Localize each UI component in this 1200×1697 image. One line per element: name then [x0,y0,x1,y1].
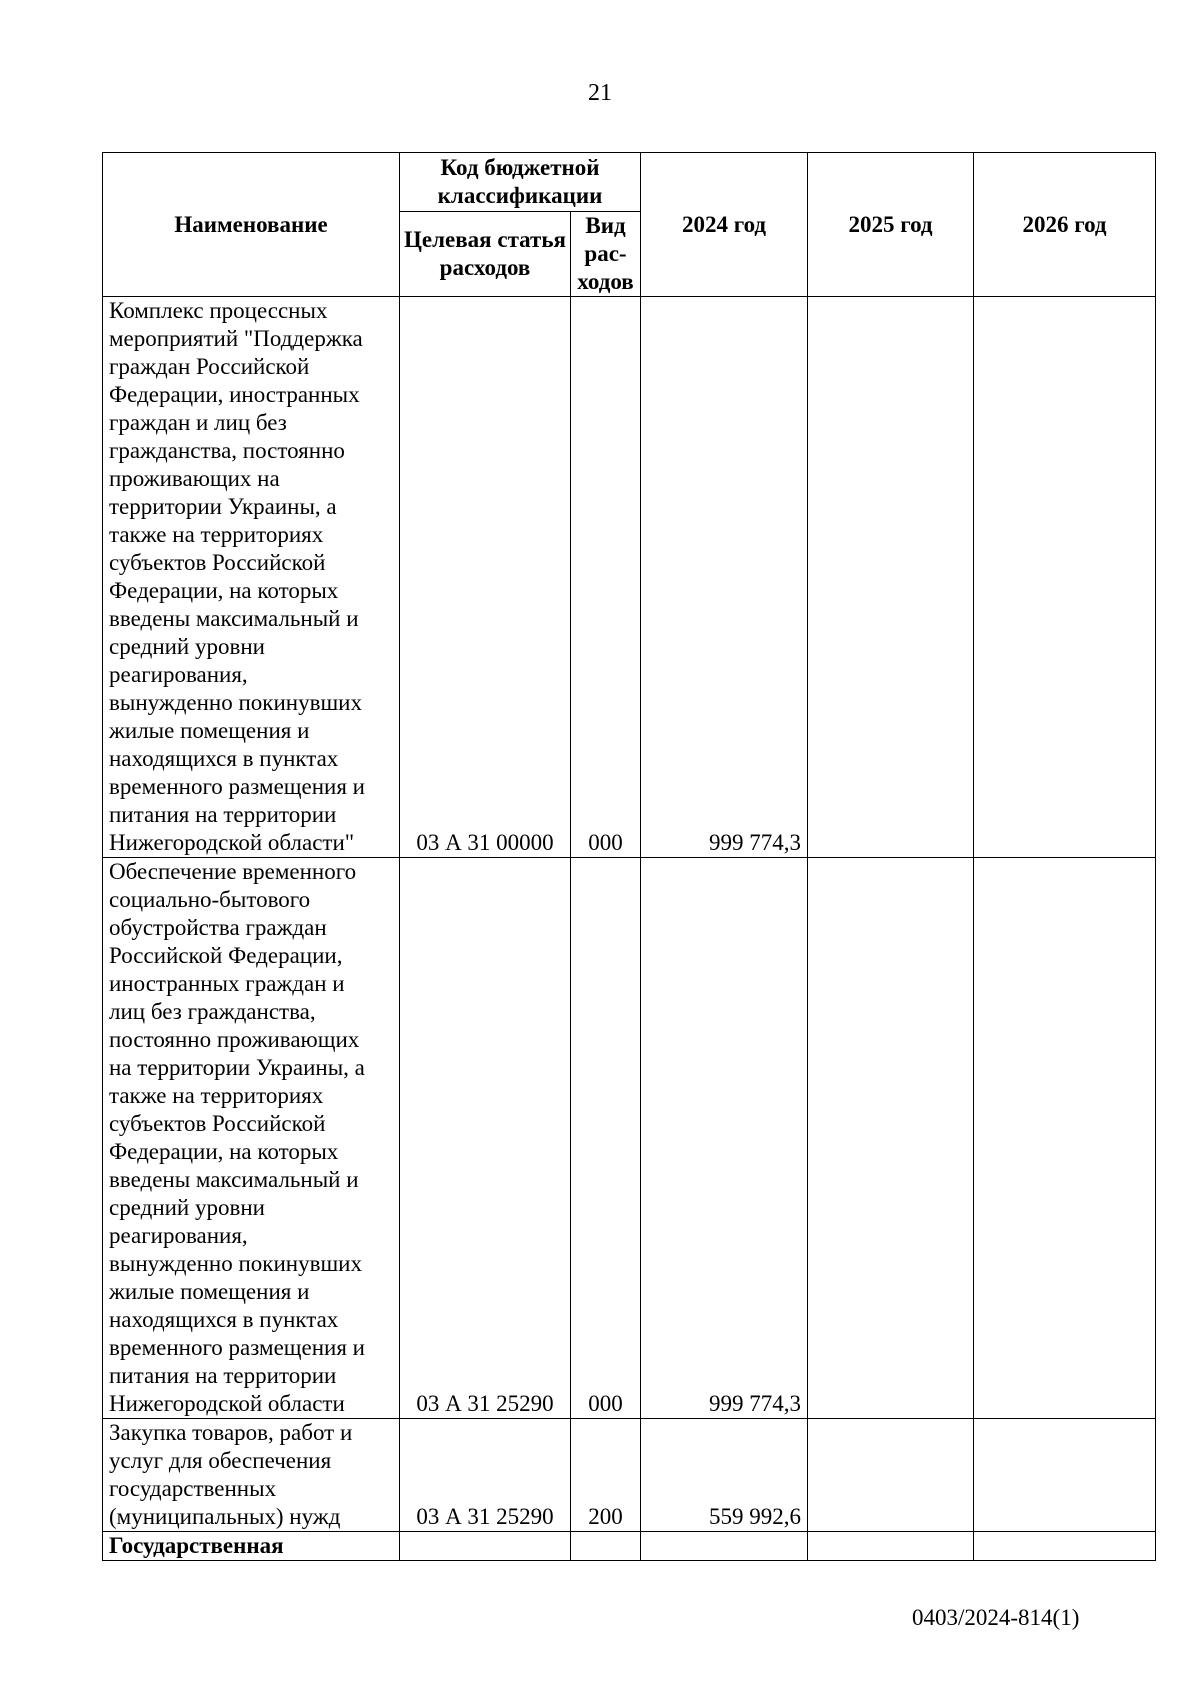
header-year-2026: 2026 год [974,153,1156,297]
row-year-2026-cell [974,858,1156,1419]
row-name-cell: Государственная [103,1532,400,1561]
header-year-2024: 2024 год [641,153,808,297]
row-target-article-cell: 03 А 31 25290 [400,1419,571,1532]
row-year-2025-cell [808,297,974,858]
row-year-2025-cell [808,1419,974,1532]
page-number: 21 [588,80,612,106]
row-target-article-cell: 03 А 31 00000 [400,297,571,858]
budget-table [102,152,1156,1561]
row-year-2026-cell [974,1532,1156,1561]
table-row [103,297,1156,858]
header-expense-kind: Вид рас-ходов [571,212,641,297]
row-year-2024-cell: 559 992,6 [641,1419,808,1532]
table-header [103,153,1156,297]
table-row [103,1532,1156,1561]
row-year-2026-cell [974,297,1156,858]
row-year-2026-cell [974,1419,1156,1532]
row-year-2024-cell: 999 774,3 [641,297,808,858]
row-year-2024-cell: 999 774,3 [641,858,808,1419]
row-expense-kind-cell [571,1532,641,1561]
document-id: 0403/2024-814(1) [912,1605,1080,1630]
header-name: Наименование [103,153,400,297]
header-target-article: Целевая статья расходов [400,212,571,297]
row-target-article-cell: 03 А 31 25290 [400,858,571,1419]
table-body [103,297,1156,1561]
row-name-cell: Обеспечение временного социально-бытового обустройства граждан Российской Федерации, иностранных граждан и лиц без гражданства, постоянно проживающих на территории Украины, а также на территориях субъектов Российской Федерации, на которых введены максимальный и средний уровни реагирования, вынужденно покинувших жилые помещения и находящихся в пунктах временного размещения и питания на территории Нижегородской области [103,858,400,1419]
row-name-cell: Комплекс процессных мероприятий "Поддержка граждан Российской Федерации, иностранных граждан и лиц без гражданства, постоянно проживающих на территории Украины, а также на территориях субъектов Российской Федерации, на которых введены максимальный и средний уровни реагирования, вынужденно покинувших жилые помещения и находящихся в пунктах временного размещения и питания на территории Нижегородской области" [103,297,400,858]
row-year-2025-cell [808,858,974,1419]
row-expense-kind-cell: 200 [571,1419,641,1532]
header-budget-code: Код бюджетной классификации [400,153,641,212]
header-year-2025: 2025 год [808,153,974,297]
row-expense-kind-cell: 000 [571,858,641,1419]
row-name-cell: Закупка товаров, работ и услуг для обеспечения государственных (муниципальных) нужд [103,1419,400,1532]
row-target-article-cell [400,1532,571,1561]
row-year-2024-cell [641,1532,808,1561]
row-expense-kind-cell: 000 [571,297,641,858]
row-year-2025-cell [808,1532,974,1561]
table-row [103,858,1156,1419]
table-row [103,1419,1156,1532]
